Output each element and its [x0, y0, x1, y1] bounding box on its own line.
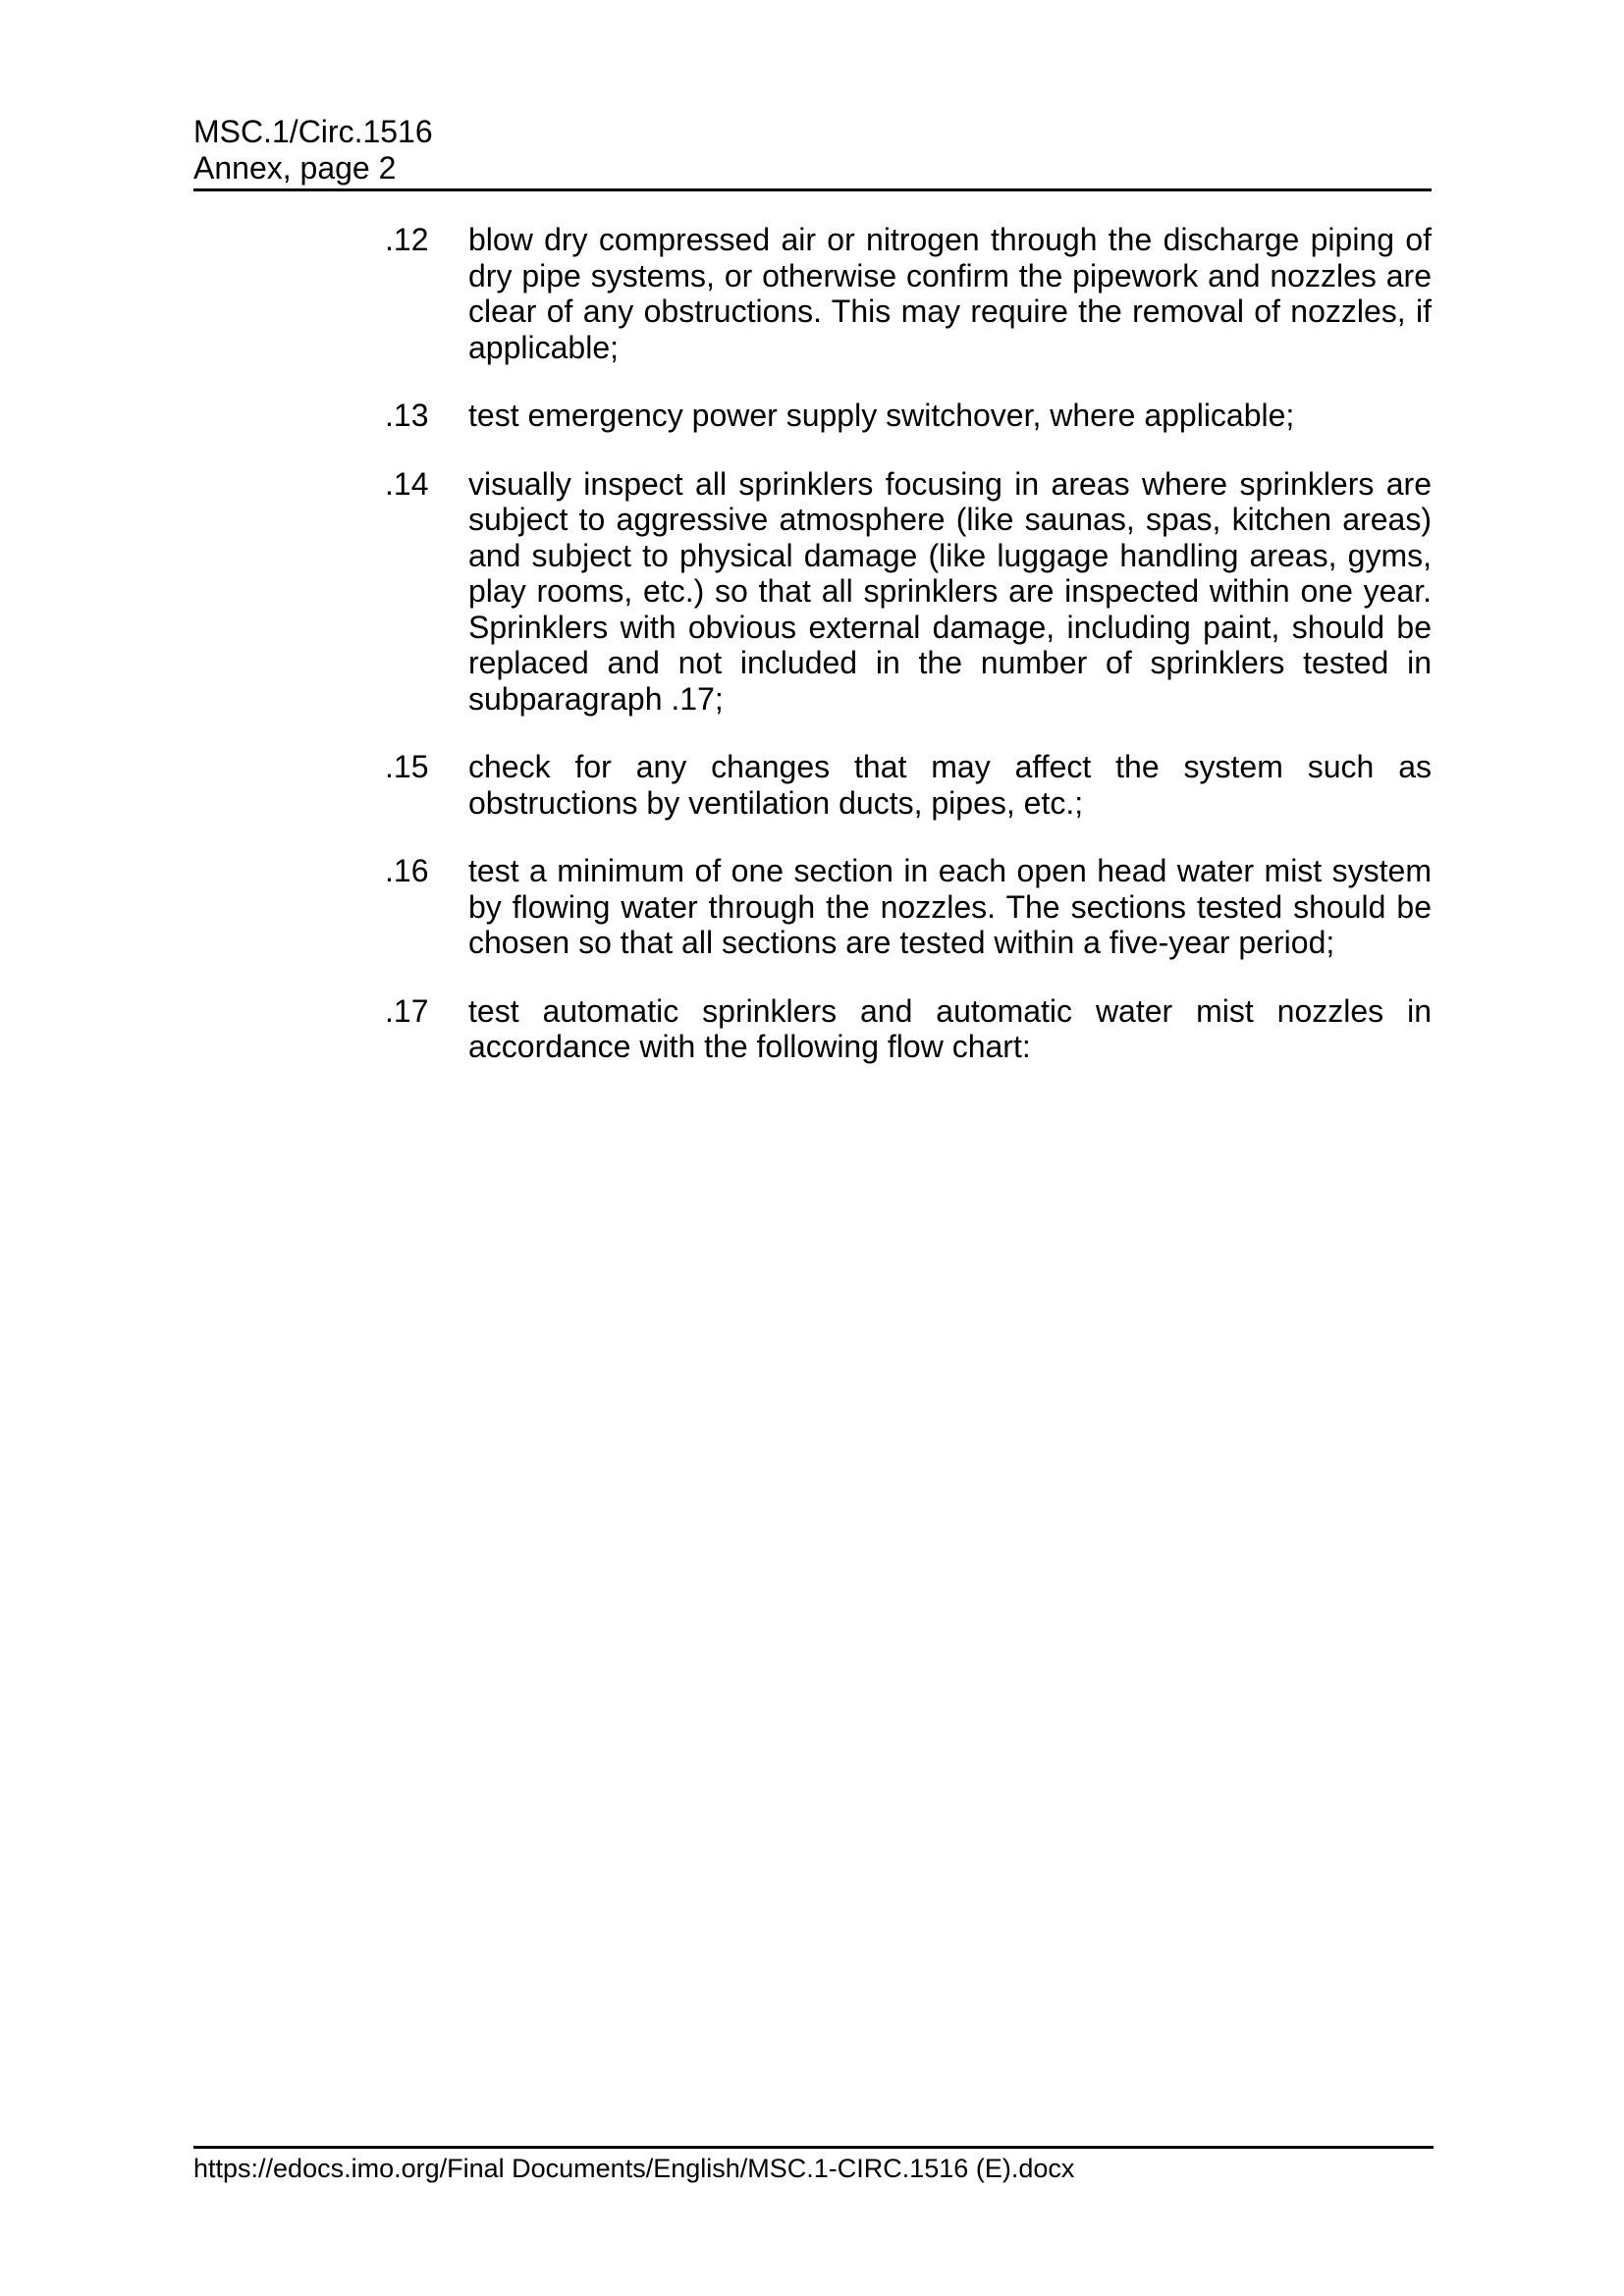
list-item-marker: .12: [385, 222, 429, 257]
document-reference: MSC.1/Circ.1516: [193, 114, 433, 149]
list-item: [193, 466, 1432, 718]
list-item-text: blow dry compressed air or nitrogen through the discharge piping of dry pipe systems, or otherwise confirm the pipework and nozzles are clear of any obstructions. This may require the removal of nozzles, if applicable;: [468, 222, 1432, 365]
list-item: [193, 749, 1432, 821]
list-item: [193, 853, 1432, 961]
header-rule: [193, 188, 1432, 191]
page-footer: [193, 2146, 1434, 2184]
list-item: [193, 222, 1432, 365]
list-item-marker: .15: [385, 749, 429, 784]
list-item-marker: .16: [385, 853, 429, 888]
annex-page-label: Annex, page 2: [193, 149, 397, 186]
list-item: [193, 993, 1432, 1065]
list-item: [193, 398, 1432, 434]
page-content: [193, 114, 1432, 1065]
list-item-text: visually inspect all sprinklers focusing in areas where sprinklers are subject to aggressive atmosphere (like saunas, spas, kitchen areas) and subject to physical damage (like luggage handling areas, gyms, play rooms, etc.) so that all sprinklers are inspected within one year. Sprinklers with obvious external damage, including paint, should be replaced and not included in the number of sprinklers tested in subparagraph .17;: [468, 465, 1432, 717]
list-item-text: check for any changes that may affect the system such as obstructions by ventilation ducts, pipes, etc.;: [468, 749, 1432, 821]
list-item-marker: .14: [385, 465, 429, 502]
subparagraph-list: [193, 222, 1432, 1065]
footer-rule: [193, 2146, 1434, 2149]
list-item-text: test emergency power supply switchover, where applicable;: [468, 398, 1295, 433]
page-header: [193, 114, 1432, 186]
list-item-marker: .13: [385, 398, 429, 433]
list-item-text: test automatic sprinklers and automatic water mist nozzles in accordance with the following flow chart:: [468, 992, 1432, 1064]
list-item-marker: .17: [385, 992, 429, 1029]
footer-document-url: https://edocs.imo.org/Final Documents/English/MSC.1-CIRC.1516 (E).docx: [193, 2154, 1075, 2183]
list-item-text: test a minimum of one section in each open head water mist system by flowing water through the nozzles. The sections tested should be chosen so that all sections are tested within a five-year period;: [468, 853, 1432, 960]
